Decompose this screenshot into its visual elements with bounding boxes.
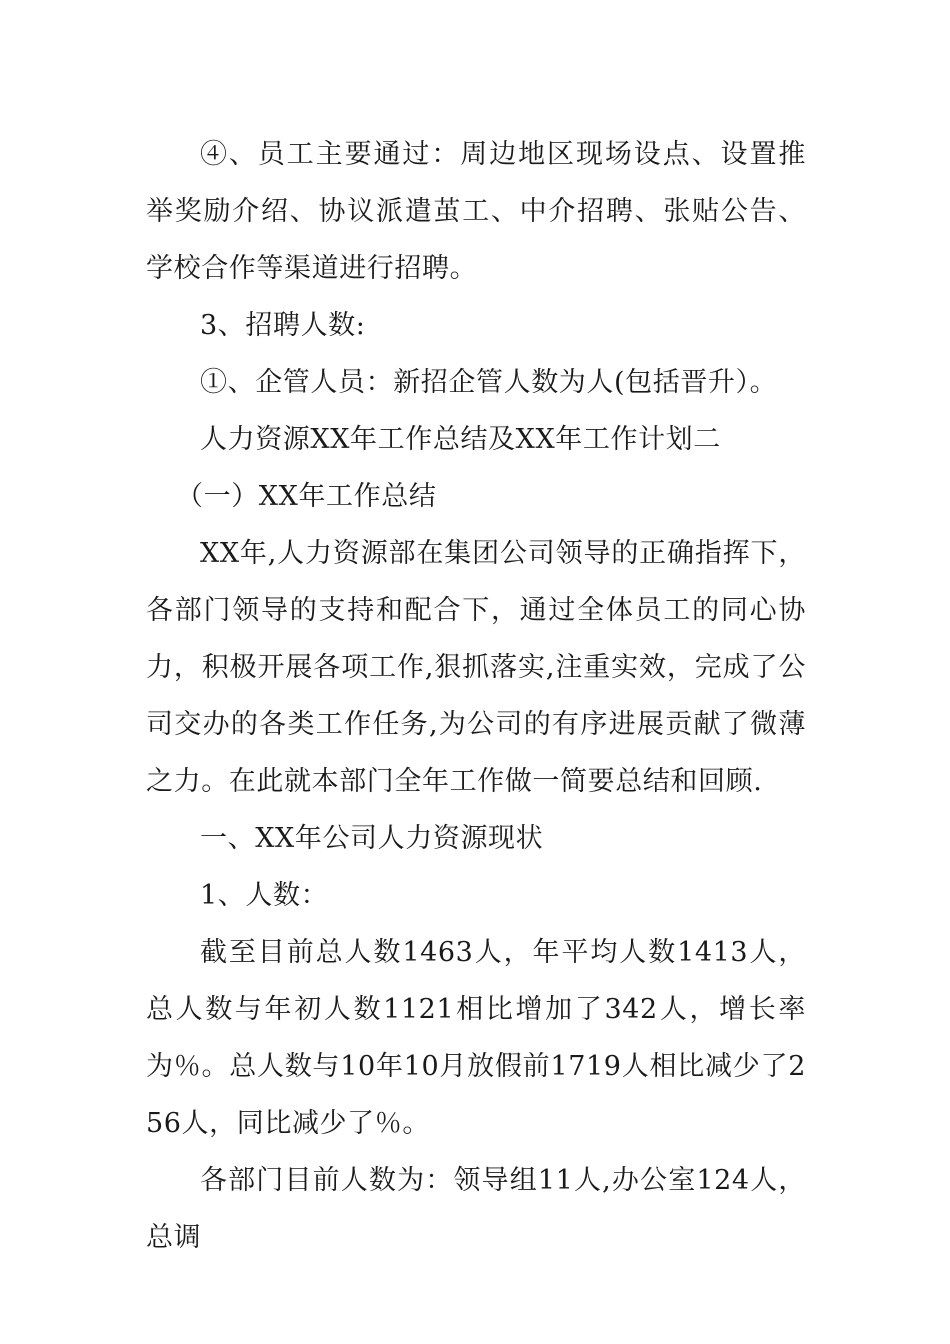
- paragraph-recruitment-count-heading: 3、招聘人数:: [200, 310, 366, 341]
- heading-headcount: 1、人数：: [200, 880, 329, 911]
- paragraph-management-staff: ①、企管人员：新招企管人数为人(包括晋升）。: [200, 367, 778, 398]
- paragraph-recruitment-channels: ④、员工主要通过：周边地区现场设点、设置推举奖励介绍、协议派遣茧工、中介招聘、张贴公告、学校合作等渠道进行招聘。: [146, 139, 806, 284]
- paragraph-headcount-figures: 截至目前总人数1463人，年平均人数1413人，总人数与年初人数1121相比增加了342人，增长率为％。总人数与10年10月放假前1719人相比减少了256人，同比减少了％。: [146, 937, 806, 1139]
- subsection-title: （一）XX年工作总结: [176, 481, 437, 512]
- document-body: [146, 126, 806, 1266]
- section-title: 人力资源XX年工作总结及XX年工作计划二: [200, 424, 721, 455]
- heading-hr-status: 一、XX年公司人力资源现状: [200, 823, 544, 854]
- paragraph-annual-summary: XX年,人力资源部在集团公司领导的正确指挥下，各部门领导的支持和配合下，通过全体员工的同心协力，积极开展各项工作,狠抓落实,注重实效，完成了公司交办的各类工作任务,为公司的有序进展贡献了微薄之力。在此就本部门全年工作做一简要总结和回顾.: [146, 538, 806, 797]
- paragraph-department-headcount: 各部门目前人数为：领导组11人,办公室124人，总调: [146, 1165, 806, 1253]
